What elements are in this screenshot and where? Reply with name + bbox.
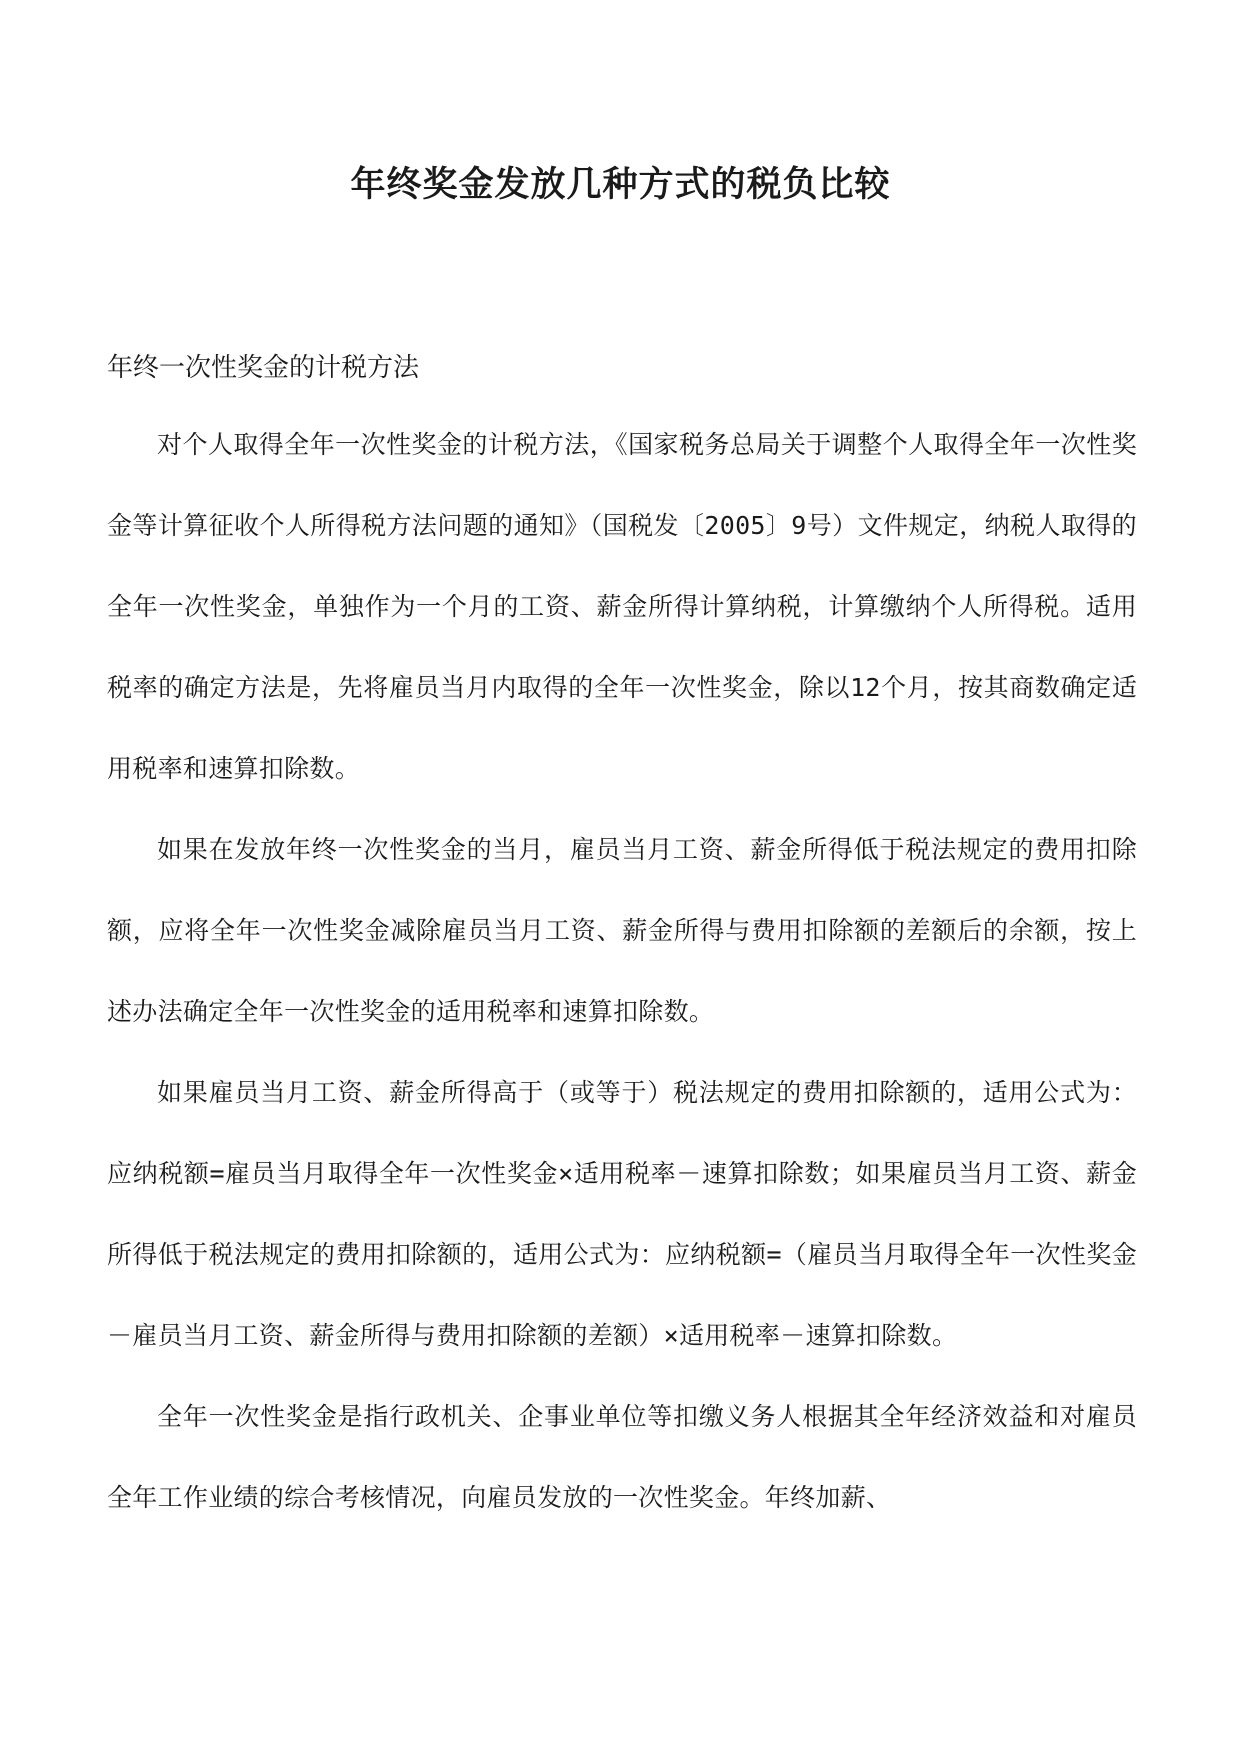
paragraph-4: 全年一次性奖金是指行政机关、企事业单位等扣缴义务人根据其全年经济效益和对雇员全年工作业绩的综合考核情况，向雇员发放的一次性奖金。年终加薪、 <box>107 1402 1137 1512</box>
document-title: 年终奖金发放几种方式的税负比较 <box>350 165 891 205</box>
paragraph-2: 如果在发放年终一次性奖金的当月，雇员当月工资、薪金所得低于税法规定的费用扣除额，应将全年一次性奖金减除雇员当月工资、薪金所得与费用扣除额的差额后的余额，按上述办法确定全年一次性奖金的适用税率和速算扣除数。 <box>107 835 1137 1026</box>
section-heading: 年终一次性奖金的计税方法 <box>107 353 420 383</box>
paragraph-1: 对个人取得全年一次性奖金的计税方法，《国家税务总局关于调整个人取得全年一次性奖金等计算征收个人所得税方法问题的通知》（国税发〔2005〕9号）文件规定，纳税人取得的全年一次性奖金，单独作为一个月的工资、薪金所得计算纳税，计算缴纳个人所得税。适用税率的确定方法是，先将雇员当月内取得的全年一次性奖金，除以12个月，按其商数确定适用税率和速算扣除数。 <box>107 430 1137 783</box>
paragraph-3: 如果雇员当月工资、薪金所得高于（或等于）税法规定的费用扣除额的，适用公式为：应纳税额=雇员当月取得全年一次性奖金×适用税率－速算扣除数；如果雇员当月工资、薪金所得低于税法规定的费用扣除额的，适用公式为：应纳税额=（雇员当月取得全年一次性奖金－雇员当月工资、薪金所得与费用扣除额的差额）×适用税率－速算扣除数。 <box>107 1078 1137 1350</box>
document-body <box>107 340 1137 1538</box>
